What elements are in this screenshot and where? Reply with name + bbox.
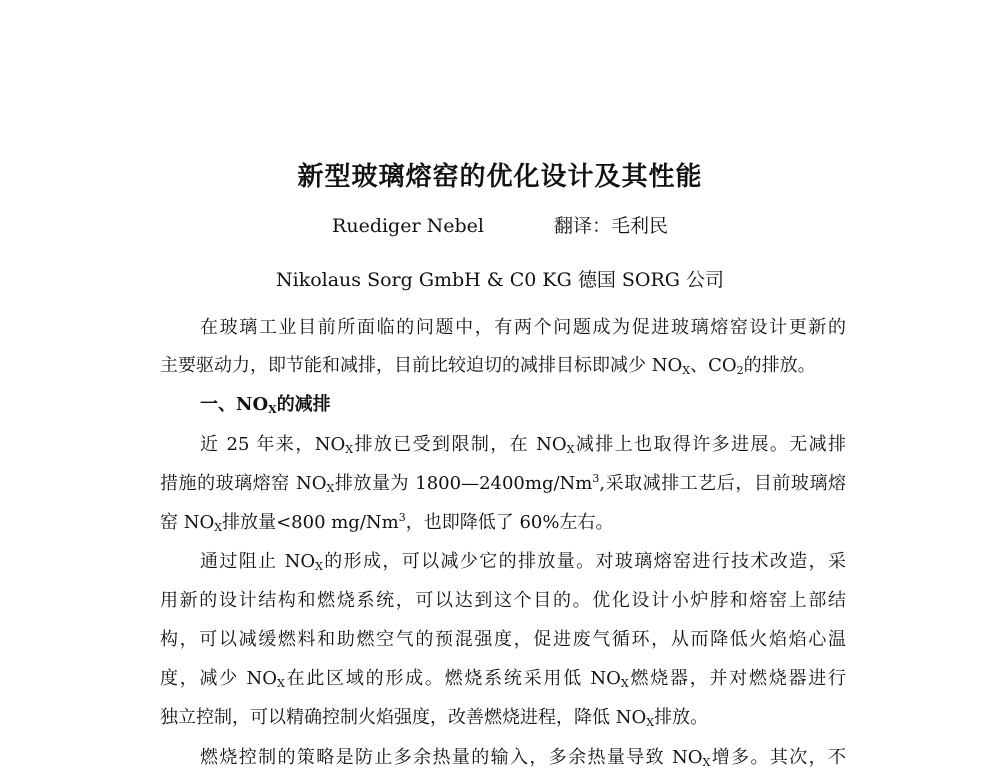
- text-run: 排放量为 1800—2400mg/Nm: [334, 473, 593, 494]
- author-line: [0, 214, 1000, 238]
- text-run: 燃烧控制的策略是防止多余热量的输入，多余热量导致 NO: [200, 747, 703, 768]
- subscript: 2: [736, 364, 744, 377]
- text-run: 排放量<800 mg/Nm: [222, 512, 399, 533]
- subscript: X: [345, 443, 354, 456]
- text-run: 在此区域的形成。燃烧系统采用低 NO: [284, 668, 621, 689]
- text-run: ，也即降低了 60%左右。: [405, 512, 614, 533]
- para1-line-2: [160, 472, 846, 496]
- text-run: 一、NO: [200, 394, 269, 415]
- intro-line-2: [160, 354, 846, 378]
- para2-line-4: [160, 667, 846, 691]
- text-run: 燃烧器，并对燃烧器进行: [628, 668, 846, 689]
- text-run: 窑 NO: [160, 512, 215, 533]
- text-run: 排放。: [654, 707, 709, 728]
- para1-line-1: [200, 433, 846, 457]
- text-run: 、CO: [690, 355, 737, 376]
- subscript: X: [620, 677, 629, 690]
- subscript: X: [646, 716, 655, 729]
- text-run: 度，减少 NO: [160, 668, 277, 689]
- subscript: X: [268, 403, 277, 416]
- para2-line-2: 用新的设计结构和燃烧系统，可以达到这个目的。优化设计小炉脖和熔窑上部结: [160, 590, 846, 611]
- text-run: 排放已受到限制，在 NO: [353, 434, 567, 455]
- text-run: 的形成，可以减少它的排放量。对玻璃熔窑进行技术改造，采: [322, 551, 846, 572]
- text-run: 减排上也取得许多进展。无减排: [574, 434, 847, 455]
- text-run: 的减排: [276, 394, 331, 415]
- text-run: 的排放。: [743, 355, 816, 376]
- subscript: X: [326, 482, 335, 495]
- author-name: Ruediger Nebel: [332, 215, 484, 237]
- subscript: X: [702, 756, 711, 769]
- para2-line-1: [200, 550, 846, 574]
- text-run: 近 25 年来，NO: [200, 434, 346, 455]
- intro-line-1: 在玻璃工业目前所面临的问题中，有两个问题成为促进玻璃熔窑设计更新的: [200, 317, 846, 338]
- text-run: 增多。其次，不: [710, 747, 846, 768]
- text-run: 主要驱动力，即节能和减排，目前比较迫切的减排目标即减少 NO: [160, 355, 683, 376]
- superscript: 3: [398, 511, 406, 524]
- paper-title: 新型玻璃熔窑的优化设计及其性能: [297, 162, 703, 192]
- subscript: X: [315, 560, 323, 573]
- affiliation: Nikolaus Sorg GmbH & C0 KG 德国 SORG 公司: [276, 269, 724, 291]
- text-run: ,采取减排工艺后，目前玻璃熔: [599, 473, 847, 494]
- para1-line-3: [160, 511, 846, 535]
- text-run: 措施的玻璃熔窑 NO: [160, 473, 327, 494]
- subscript: X: [566, 443, 575, 456]
- para3-line-1: [200, 746, 846, 770]
- subscript: X: [277, 677, 285, 690]
- text-run: 独立控制，可以精确控制火焰强度，改善燃烧进程，降低 NO: [160, 707, 647, 728]
- para2-line-5: [160, 706, 846, 730]
- translator: 翻译：毛利民: [553, 215, 668, 237]
- subscript: X: [214, 521, 223, 534]
- section-heading: [200, 393, 846, 417]
- superscript: 3: [592, 472, 600, 485]
- subscript: X: [682, 364, 691, 377]
- para2-line-3: 构，可以减缓燃料和助燃空气的预混强度，促进废气循环，从而降低火焰焰心温: [160, 629, 846, 650]
- text-run: 通过阻止 NO: [200, 551, 316, 572]
